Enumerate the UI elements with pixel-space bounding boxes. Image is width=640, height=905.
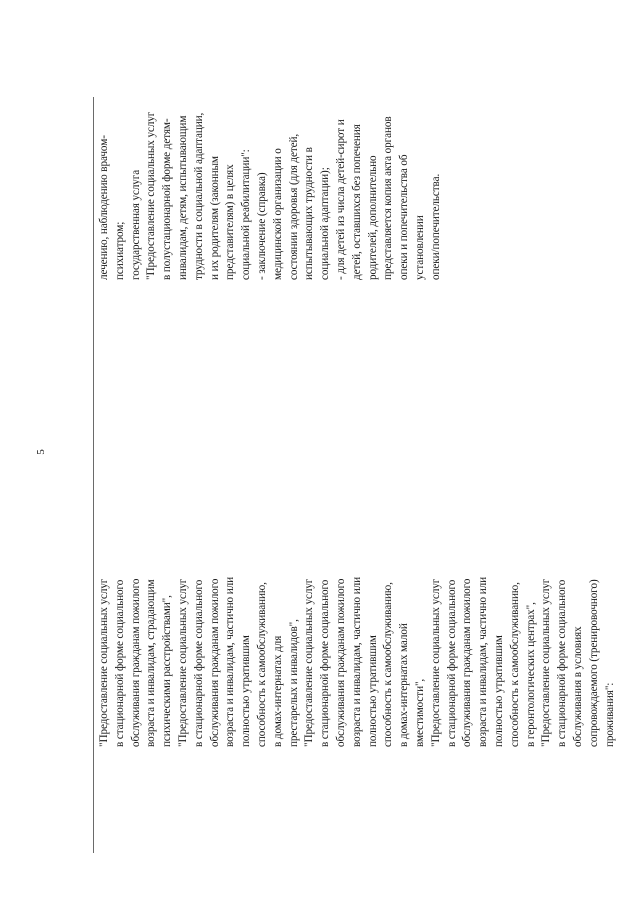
text-line: в стационарной форме социального bbox=[445, 579, 458, 747]
text-line: "Предоставление социальных услуг bbox=[176, 578, 189, 747]
text-line: в стационарной форме социального bbox=[113, 579, 126, 747]
text-line: в стационарной форме социального bbox=[319, 579, 332, 747]
text-line: престарелых и инвалидов", bbox=[287, 619, 300, 747]
text-line: в домах-интернатах малой bbox=[398, 623, 411, 747]
page-number: 5 bbox=[34, 449, 47, 455]
text-line: социальной адаптации); bbox=[319, 167, 332, 280]
text-line: способность к самообслуживанию, bbox=[255, 582, 268, 747]
left-text-column bbox=[97, 307, 618, 747]
text-line: государственная услуга bbox=[129, 169, 142, 280]
text-line: в стационарной форме социального bbox=[556, 579, 569, 747]
right-text-column bbox=[97, 105, 445, 280]
text-line: лечению, наблюдению врачом- bbox=[98, 135, 110, 280]
text-line: обслуживания гражданам пожилого bbox=[129, 578, 142, 747]
text-line: полностью утратившим bbox=[366, 635, 379, 747]
text-line: возраста и инвалидам, частично или bbox=[350, 577, 363, 747]
margin-rule bbox=[93, 97, 94, 853]
text-line: представляется копия акта органов bbox=[382, 116, 395, 280]
text-line: - заключение (справка) bbox=[255, 172, 268, 280]
text-line: в геронтологических центрах", bbox=[524, 602, 537, 747]
text-line: инвалидам, детям, испытывающим bbox=[176, 115, 189, 280]
text-line: возраста и инвалидам, частично или bbox=[224, 577, 237, 747]
text-line: возраста и инвалидам, страдающим bbox=[145, 579, 158, 747]
text-line: опеки и попечительства об bbox=[398, 154, 411, 280]
text-line: полностью утратившим bbox=[492, 635, 505, 747]
text-line: психиатром; bbox=[113, 221, 126, 280]
text-line: испытывающих трудности в bbox=[303, 147, 316, 280]
text-line: вместимости", bbox=[413, 678, 426, 747]
text-line: представителям) в целях bbox=[224, 164, 237, 280]
text-line: "Предоставление социальных услуг bbox=[303, 578, 316, 747]
text-line: возраста и инвалидам, частично или bbox=[477, 577, 490, 747]
text-line: в стационарной форме социального bbox=[192, 579, 205, 747]
text-line: способность к самообслуживанию, bbox=[508, 582, 521, 747]
text-line: опеки/попечительства. bbox=[429, 173, 442, 280]
text-line: сопровождаемого (тренировочного) bbox=[587, 579, 600, 747]
text-line: обслуживания гражданам пожилого bbox=[461, 578, 474, 747]
text-line: социальной реабилитации": bbox=[240, 149, 253, 280]
text-line: родителей, дополнительно bbox=[366, 155, 379, 280]
text-line: медицинской организации о bbox=[271, 148, 284, 280]
text-line: в домах-интернатах для bbox=[271, 635, 284, 747]
text-line: способность к самообслуживанию, bbox=[382, 582, 395, 747]
text-line: "Предоставление социальных услуг bbox=[540, 578, 553, 747]
text-line: установлении bbox=[413, 215, 426, 280]
text-line: в полустационарной форме детям- bbox=[161, 118, 174, 280]
text-line: - для детей из числа детей-сирот и bbox=[334, 119, 347, 280]
text-line: проживания": bbox=[603, 682, 616, 747]
text-line: "Предоставление социальных услуг bbox=[429, 578, 442, 747]
text-line: состоянии здоровья (для детей, bbox=[287, 133, 300, 280]
text-line: трудности в социальной адаптации, bbox=[192, 112, 205, 280]
text-line: "Предоставление социальных услуг bbox=[98, 578, 110, 747]
text-line: психическими расстройствами", bbox=[161, 595, 174, 747]
text-line: "Предоставление социальных услуг bbox=[145, 111, 158, 280]
text-line: детей, оставшихся без попечения bbox=[350, 124, 363, 280]
text-line: и их родителям (законным bbox=[208, 156, 221, 280]
text-line: полностью утратившим bbox=[240, 635, 253, 747]
text-line: обслуживания гражданам пожилого bbox=[334, 578, 347, 747]
text-line: обслуживания в условиях bbox=[571, 626, 584, 747]
text-line: обслуживания гражданам пожилого bbox=[208, 578, 221, 747]
